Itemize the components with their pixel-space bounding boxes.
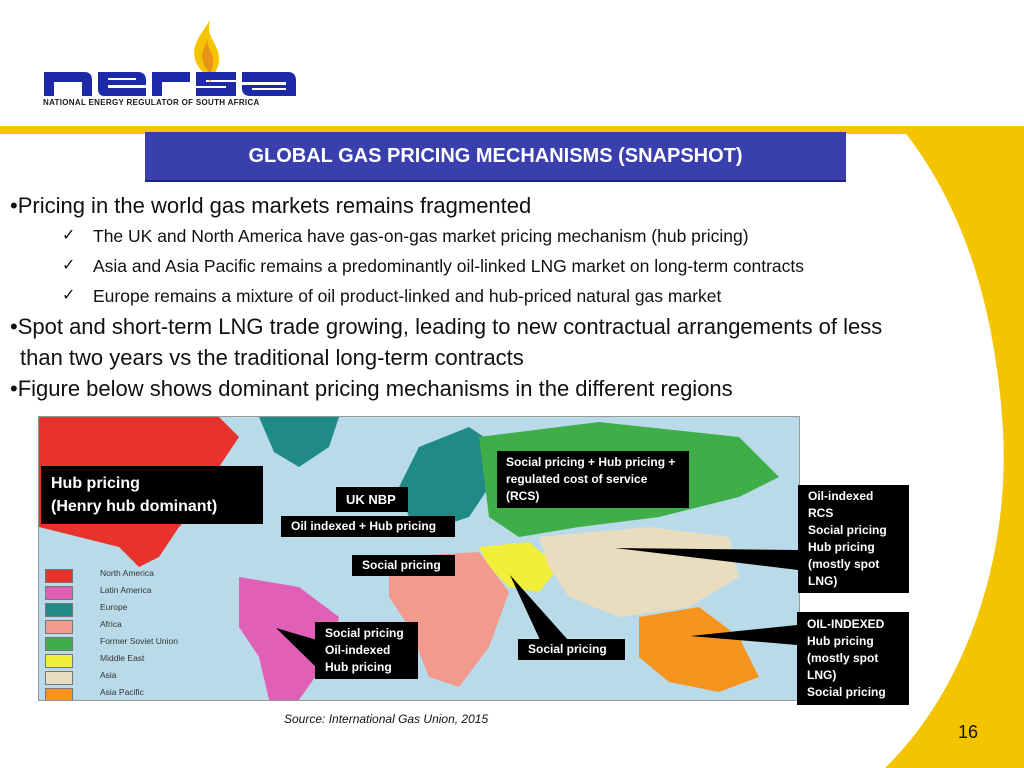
callout-line: LNG) xyxy=(808,574,838,588)
callout-line: (Henry hub dominant) xyxy=(51,498,218,515)
callout-line: (RCS) xyxy=(506,489,540,503)
legend-label: North America xyxy=(100,568,154,578)
sub-bullet-text: The UK and North America have gas-on-gas market pricing mechanism (hub pricing) xyxy=(93,226,749,246)
callout-line: (mostly spot xyxy=(808,557,880,571)
callout-latin-america xyxy=(315,622,418,679)
legend-label: Former Soviet Union xyxy=(100,636,178,646)
sub-bullet-text: Europe remains a mixture of oil product-linked and hub-priced natural gas market xyxy=(93,286,722,306)
callout-line: Social pricing + Hub pricing + xyxy=(506,455,676,469)
pointer-latam xyxy=(276,628,317,668)
bullet-spot-lng-cont: than two years vs the traditional long-term contracts xyxy=(20,345,524,370)
bullet-figure-below: •Figure below shows dominant pricing mechanisms in the different regions xyxy=(10,376,733,401)
legend-label: Latin America xyxy=(100,585,152,595)
callout-line: Social pricing xyxy=(325,626,404,640)
bullet-spot-lng: •Spot and short-term LNG trade growing, leading to new contractual arrangements of less xyxy=(10,314,883,339)
legend-label: Middle East xyxy=(100,653,145,663)
callout-line: Social pricing xyxy=(528,642,607,656)
page-title: GLOBAL GAS PRICING MECHANISMS (SNAPSHOT) xyxy=(145,132,846,182)
callout-uk-nbp xyxy=(336,487,408,512)
callout-line: Hub pricing xyxy=(325,660,392,674)
checkmark-icon: ✓ xyxy=(62,287,76,304)
callout-line: LNG) xyxy=(807,668,837,682)
callout-fsu xyxy=(497,451,689,508)
callout-middle-east xyxy=(518,639,625,660)
logo-subtitle: NATIONAL ENERGY REGULATOR OF SOUTH AFRICA xyxy=(43,98,260,107)
callout-line: regulated cost of service xyxy=(506,472,648,486)
callout-line: Hub pricing xyxy=(51,475,140,492)
callout-asia-pacific xyxy=(797,612,909,705)
pointer-asia xyxy=(615,548,798,570)
pointer-apac xyxy=(690,625,797,645)
callout-social-pricing-africa xyxy=(352,555,455,576)
callout-line: Hub pricing xyxy=(808,540,875,554)
callout-line: Hub pricing xyxy=(807,634,874,648)
callout-line: Social pricing xyxy=(807,685,886,699)
callout-line: UK NBP xyxy=(346,492,396,507)
checkmark-icon: ✓ xyxy=(62,227,76,244)
callout-oil-indexed-hub xyxy=(281,516,455,537)
bullet-fragmented: •Pricing in the world gas markets remains fragmented xyxy=(10,193,532,218)
callout-line: Social pricing xyxy=(362,558,441,572)
checkmark-icon: ✓ xyxy=(62,257,76,274)
source-caption: Source: International Gas Union, 2015 xyxy=(284,712,489,726)
callout-line: OIL-INDEXED xyxy=(807,617,885,631)
callout-line: Oil indexed + Hub pricing xyxy=(291,519,437,533)
callout-line: Social pricing xyxy=(808,523,887,537)
callout-asia xyxy=(798,485,909,593)
legend-label: Africa xyxy=(100,619,122,629)
legend-label: Asia xyxy=(100,670,117,680)
callout-line: (mostly spot xyxy=(807,651,879,665)
legend-label: Asia Pacific xyxy=(100,687,144,697)
legend-label: Europe xyxy=(100,602,128,612)
callout-line: RCS xyxy=(808,506,834,520)
callout-line: Oil-indexed xyxy=(808,489,874,503)
pointer-me xyxy=(510,575,568,640)
callout-line: Oil-indexed xyxy=(325,643,391,657)
page-number: 16 xyxy=(958,722,979,742)
sub-bullet-text: Asia and Asia Pacific remains a predominantly oil-linked LNG market on long-term contracts xyxy=(93,256,805,276)
callout-hub-pricing xyxy=(41,466,263,524)
